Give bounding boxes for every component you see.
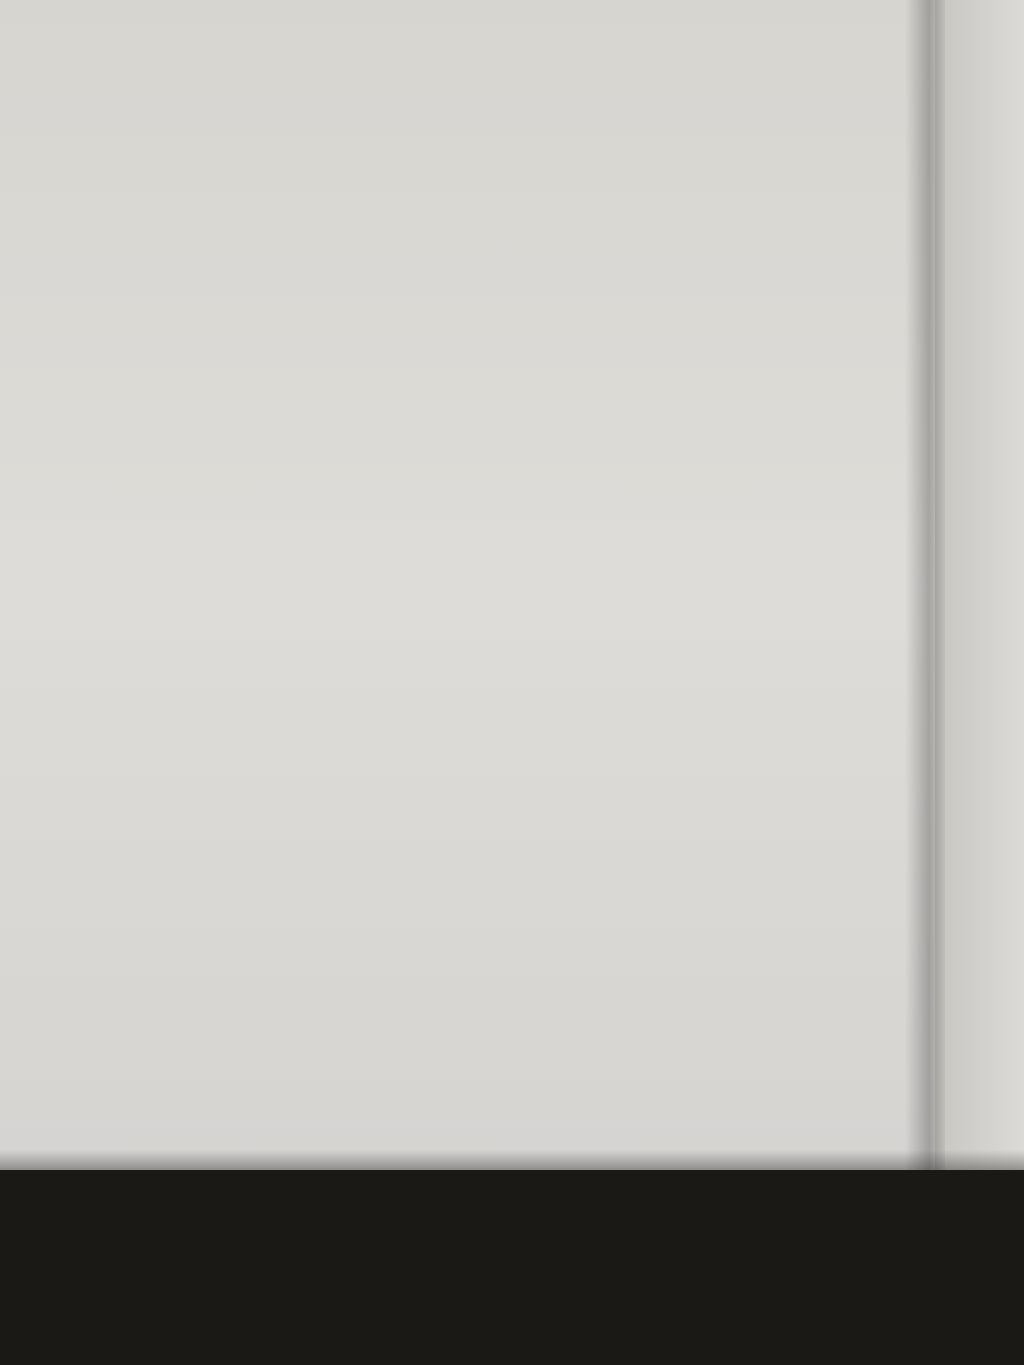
facing-page bbox=[935, 0, 1024, 1170]
page-edge-shadow bbox=[0, 1150, 1024, 1170]
book-spine-shadow bbox=[905, 0, 945, 1170]
